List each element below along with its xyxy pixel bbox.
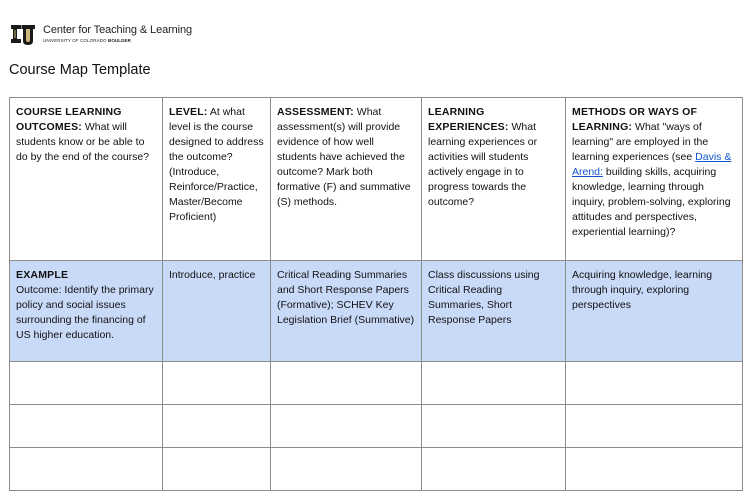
example-methods-cell[interactable]: Acquiring knowledge, learning through inquiry, exploring perspectives [566,261,743,362]
cu-logo-icon [9,20,37,48]
example-level-cell[interactable]: Introduce, practice [163,261,271,362]
header-cell-outcomes: COURSE LEARNING OUTCOMES: What will students know or be able to do by the end of the course? [10,98,163,261]
header-cell-experiences: LEARNING EXPERIENCES: What learning experiences or activities will students actively engage in to progress towards the outcome? [422,98,566,261]
blank-cell[interactable] [566,362,743,405]
header-cell-methods: METHODS OR WAYS OF LEARNING: What "ways of learning" are employed in the learning experiences (see Davis & Arend: building skills, acquiring knowledge, learning through inquiry, problem-solving, exploring attitudes and perspectives, experiential learning)? [566,98,743,261]
davis-arend-link[interactable]: Davis & Arend: [572,151,732,178]
ctl-logo [9,20,192,48]
example-outcome-cell[interactable]: EXAMPLE Outcome: Identify the primary policy and social issues surrounding the financing of US higher education. [10,261,163,362]
table-row [10,362,743,405]
table-row [10,405,743,448]
example-row [10,261,743,362]
blank-cell[interactable] [422,405,566,448]
blank-cell[interactable] [163,448,271,491]
blank-cell[interactable] [422,362,566,405]
blank-cell[interactable] [422,448,566,491]
blank-cell[interactable] [566,448,743,491]
header-cell-level: LEVEL: At what level is the course designed to address the outcome? (Introduce, Reinforce/Practice, Master/Become Proficient) [163,98,271,261]
blank-cell[interactable] [10,448,163,491]
example-assessment-cell[interactable]: Critical Reading Summaries and Short Response Papers (Formative); SCHEV Key Legislation Brief (Summative) [271,261,422,362]
header-cell-assessment: ASSESSMENT: What assessment(s) will provide evidence of how well students have achieved the outcome? Mark both formative (F) and summative (S) methods. [271,98,422,261]
logo-title: Center for Teaching & Learning [43,23,193,36]
blank-cell[interactable] [10,362,163,405]
header-row [10,98,743,261]
blank-cell[interactable] [271,405,422,448]
logo-subtitle: UNIVERSITY OF COLORADO BOULDER [43,37,131,43]
blank-cell[interactable] [566,405,743,448]
blank-cell[interactable] [10,405,163,448]
blank-cell[interactable] [163,362,271,405]
page-title: Course Map Template [9,62,151,78]
table-row [10,448,743,491]
example-experiences-cell[interactable]: Class discussions using Critical Reading Summaries, Short Response Papers [422,261,566,362]
blank-cell[interactable] [271,448,422,491]
blank-cell[interactable] [163,405,271,448]
blank-cell[interactable] [271,362,422,405]
course-map-table [9,97,743,491]
